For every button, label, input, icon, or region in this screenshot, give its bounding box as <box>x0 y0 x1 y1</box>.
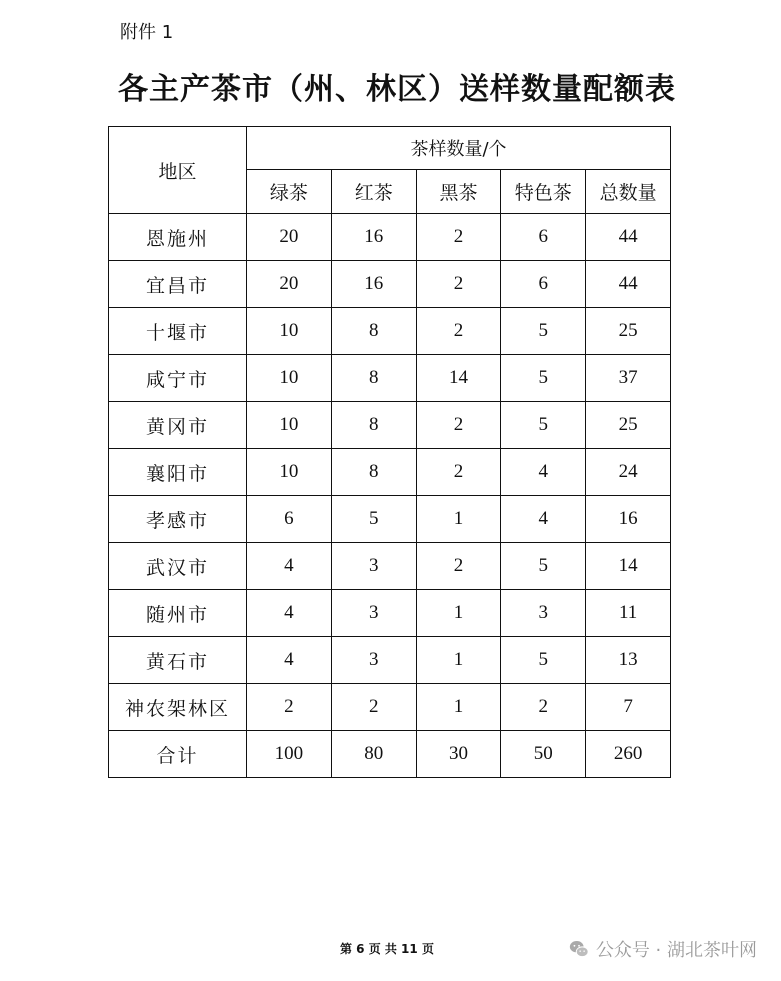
value-cell: 2 <box>416 449 501 496</box>
value-cell: 16 <box>331 261 416 308</box>
value-cell: 2 <box>501 684 586 731</box>
value-cell: 37 <box>586 355 671 402</box>
value-cell: 8 <box>331 308 416 355</box>
region-cell: 随州市 <box>109 590 247 637</box>
table-row <box>109 731 671 778</box>
value-cell: 1 <box>416 637 501 684</box>
value-cell: 5 <box>331 496 416 543</box>
region-cell: 咸宁市 <box>109 355 247 402</box>
column-header-green-tea: 绿茶 <box>247 170 332 214</box>
value-cell: 1 <box>416 496 501 543</box>
value-cell: 5 <box>501 308 586 355</box>
value-cell: 6 <box>247 496 332 543</box>
value-cell: 6 <box>501 261 586 308</box>
column-header-total: 总数量 <box>586 170 671 214</box>
value-cell: 1 <box>416 590 501 637</box>
table-row <box>109 637 671 684</box>
region-column-header: 地区 <box>109 127 247 214</box>
table-body <box>109 214 671 778</box>
attachment-label: 附件 1 <box>120 22 174 43</box>
value-cell: 8 <box>331 402 416 449</box>
value-cell: 5 <box>501 543 586 590</box>
value-cell: 2 <box>416 308 501 355</box>
value-cell: 50 <box>501 731 586 778</box>
value-cell: 24 <box>586 449 671 496</box>
table-row <box>109 214 671 261</box>
value-cell: 3 <box>331 543 416 590</box>
value-cell: 8 <box>331 449 416 496</box>
value-cell: 10 <box>247 449 332 496</box>
table-row <box>109 402 671 449</box>
region-cell: 合计 <box>109 731 247 778</box>
region-cell: 武汉市 <box>109 543 247 590</box>
value-cell: 80 <box>331 731 416 778</box>
value-cell: 3 <box>331 590 416 637</box>
value-cell: 13 <box>586 637 671 684</box>
watermark <box>568 936 757 962</box>
table-row <box>109 590 671 637</box>
value-cell: 4 <box>247 543 332 590</box>
region-cell: 恩施州 <box>109 214 247 261</box>
value-cell: 16 <box>331 214 416 261</box>
value-cell: 3 <box>501 590 586 637</box>
value-cell: 20 <box>247 214 332 261</box>
value-cell: 7 <box>586 684 671 731</box>
value-cell: 2 <box>416 543 501 590</box>
value-cell: 5 <box>501 355 586 402</box>
value-cell: 20 <box>247 261 332 308</box>
column-header-dark-tea: 黑茶 <box>416 170 501 214</box>
column-header-black-tea: 红茶 <box>331 170 416 214</box>
quota-table <box>108 126 671 778</box>
region-cell: 十堰市 <box>109 308 247 355</box>
value-cell: 2 <box>416 261 501 308</box>
region-cell: 黄冈市 <box>109 402 247 449</box>
value-cell: 25 <box>586 402 671 449</box>
value-cell: 16 <box>586 496 671 543</box>
table-row <box>109 449 671 496</box>
table-row <box>109 684 671 731</box>
value-cell: 1 <box>416 684 501 731</box>
table-row <box>109 355 671 402</box>
value-cell: 260 <box>586 731 671 778</box>
table-row <box>109 496 671 543</box>
region-cell: 神农架林区 <box>109 684 247 731</box>
value-cell: 4 <box>247 637 332 684</box>
value-cell: 10 <box>247 402 332 449</box>
page-footer: 第 6 页 共 11 页 <box>340 942 434 956</box>
value-cell: 2 <box>416 402 501 449</box>
value-cell: 2 <box>416 214 501 261</box>
region-cell: 黄石市 <box>109 637 247 684</box>
sample-count-group-header: 茶样数量/个 <box>247 127 671 170</box>
value-cell: 25 <box>586 308 671 355</box>
region-cell: 襄阳市 <box>109 449 247 496</box>
value-cell: 14 <box>586 543 671 590</box>
value-cell: 6 <box>501 214 586 261</box>
wechat-icon <box>568 938 590 960</box>
value-cell: 5 <box>501 402 586 449</box>
value-cell: 2 <box>247 684 332 731</box>
value-cell: 4 <box>247 590 332 637</box>
value-cell: 5 <box>501 637 586 684</box>
value-cell: 8 <box>331 355 416 402</box>
value-cell: 44 <box>586 261 671 308</box>
value-cell: 11 <box>586 590 671 637</box>
table-header-row <box>109 127 671 170</box>
value-cell: 2 <box>331 684 416 731</box>
column-header-specialty-tea: 特色茶 <box>501 170 586 214</box>
value-cell: 10 <box>247 308 332 355</box>
value-cell: 10 <box>247 355 332 402</box>
value-cell: 4 <box>501 496 586 543</box>
value-cell: 3 <box>331 637 416 684</box>
table-row <box>109 543 671 590</box>
value-cell: 30 <box>416 731 501 778</box>
table-row <box>109 308 671 355</box>
value-cell: 4 <box>501 449 586 496</box>
region-cell: 宜昌市 <box>109 261 247 308</box>
region-cell: 孝感市 <box>109 496 247 543</box>
value-cell: 14 <box>416 355 501 402</box>
table-row <box>109 261 671 308</box>
watermark-text: 公众号 · 湖北茶叶网 <box>595 940 757 961</box>
value-cell: 100 <box>247 731 332 778</box>
value-cell: 44 <box>586 214 671 261</box>
page-title: 各主产茶市（州、林区）送样数量配额表 <box>118 72 676 107</box>
